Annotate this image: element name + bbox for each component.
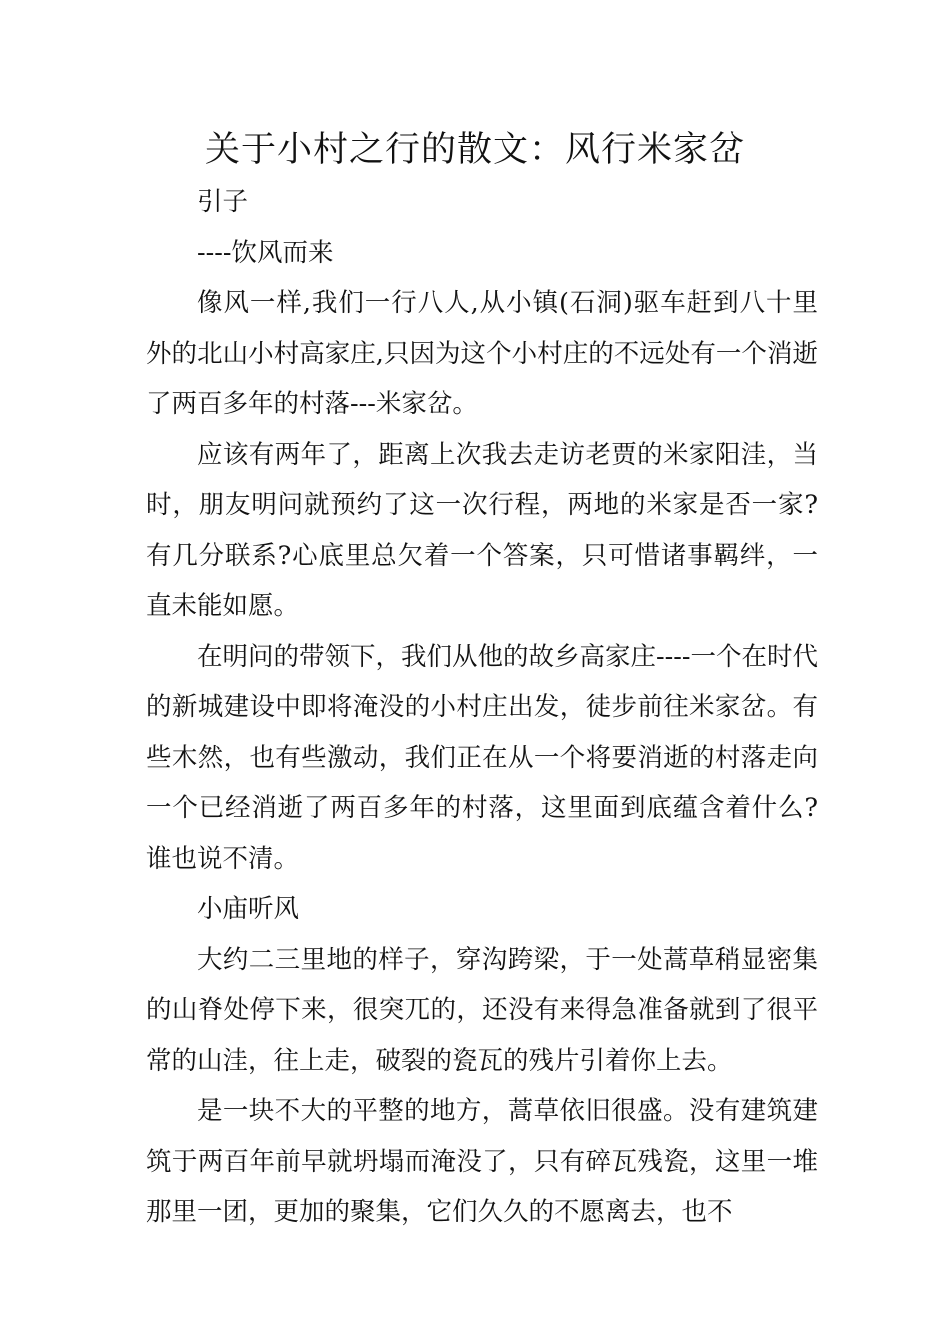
paragraph: 是一块不大的平整的地方，蒿草依旧很盛。没有建筑建筑于两百年前早就坍塌而淹没了，只有碎瓦残瓷，这里一堆那里一团，更加的聚集，它们久久的不愿离去，也不 — [146, 1096, 818, 1227]
page-title: 关于小村之行的散文：风行米家岔 — [204, 130, 745, 170]
paragraph: 应该有两年了，距离上次我去走访老贾的米家阳洼，当时，朋友明问就预约了这一次行程，两地的米家是否一家?有几分联系?心底里总欠着一个答案，只可惜诸事羁绊，一直未能如愿。 — [146, 439, 818, 621]
paragraph: 像风一样,我们一行八人,从小镇(石洞)驱车赶到八十里外的北山小村高家庄,只因为这个小村庄的不远处有一个消逝了两百多年的村落---米家岔。 — [146, 288, 818, 419]
paragraph: 大约二三里地的样子，穿沟跨梁，于一处蒿草稍显密集的山脊处停下来，很突兀的，还没有来得急准备就到了很平常的山洼，往上走，破裂的瓷瓦的残片引着你上去。 — [146, 944, 818, 1076]
paragraph: 在明问的带领下，我们从他的故乡高家庄----一个在时代的新城建设中即将淹没的小村庄出发，徒步前往米家岔。有些木然，也有些激动，我们正在从一个将要消逝的村落走向一个已经消逝了两百多年的村落，这里面到底蕴含着什么?谁也说不清。 — [146, 641, 818, 874]
article-body — [146, 177, 818, 1238]
subtitle-line: ----饮风而来 — [197, 237, 334, 268]
section-heading-temple: 小庙听风 — [197, 894, 300, 924]
section-heading-intro: 引子 — [197, 187, 249, 217]
